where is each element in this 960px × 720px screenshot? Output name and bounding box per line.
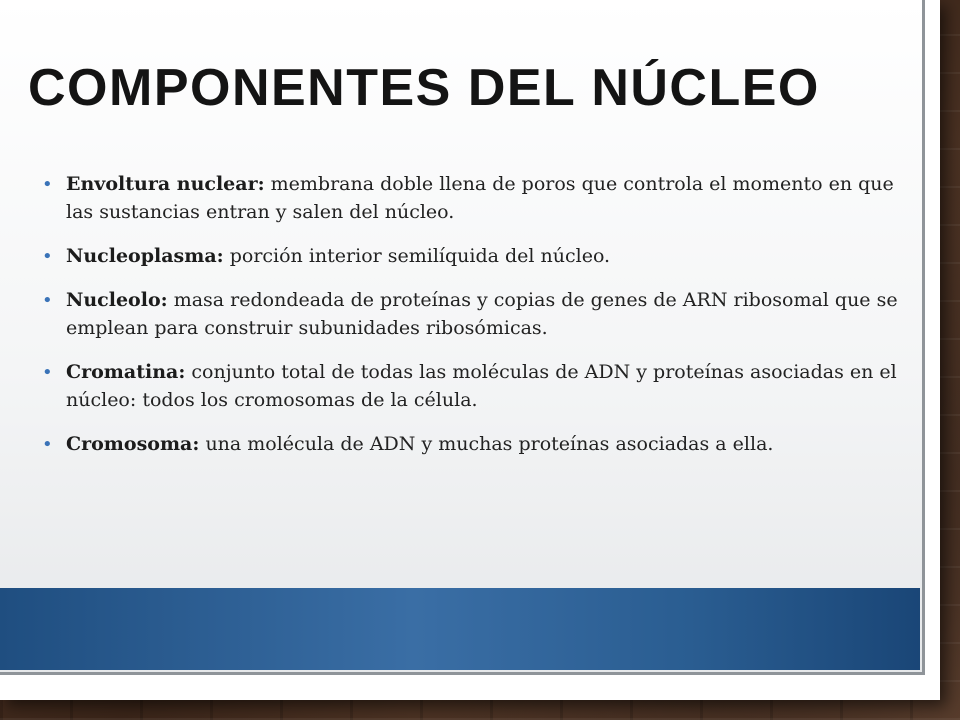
bullet-nucleolo [42, 286, 912, 342]
bullet-envoltura-nuclear [42, 170, 912, 226]
bullet-dot-icon: • [42, 174, 53, 195]
bullet-text: porción interior semilíquida del núcleo. [229, 245, 611, 267]
bullet-dot-icon: • [42, 290, 53, 311]
bullet-text: membrana doble llena de poros que controla el momento en que las sustancias entran y salen del núcleo. [66, 173, 894, 223]
slide-title: COMPONENTES DEL NÚCLEO [28, 59, 820, 117]
bullet-term: Envoltura nuclear: [66, 173, 265, 195]
bullet-text: masa redondeada de proteínas y copias de genes de ARN ribosomal que se emplean para construir subunidades ribosómicas. [66, 289, 898, 339]
bullet-term: Cromosoma: [66, 433, 200, 455]
bullet-text: una molécula de ADN y muchas proteínas asociadas a ella. [205, 433, 774, 455]
bullet-term: Cromatina: [66, 361, 186, 383]
accent-band [0, 588, 920, 670]
bullet-cromatina [42, 358, 912, 414]
bullet-text: conjunto total de todas las moléculas de ADN y proteínas asociadas en el núcleo: todos los cromosomas de la célula. [66, 361, 897, 411]
bullet-cromosoma [42, 430, 912, 458]
bullet-list [42, 170, 912, 474]
bullet-term: Nucleolo: [66, 289, 168, 311]
bullet-dot-icon: • [42, 434, 53, 455]
bullet-term: Nucleoplasma: [66, 245, 224, 267]
bullet-dot-icon: • [42, 362, 53, 383]
bullet-dot-icon: • [42, 246, 53, 267]
bullet-nucleoplasma [42, 242, 912, 270]
